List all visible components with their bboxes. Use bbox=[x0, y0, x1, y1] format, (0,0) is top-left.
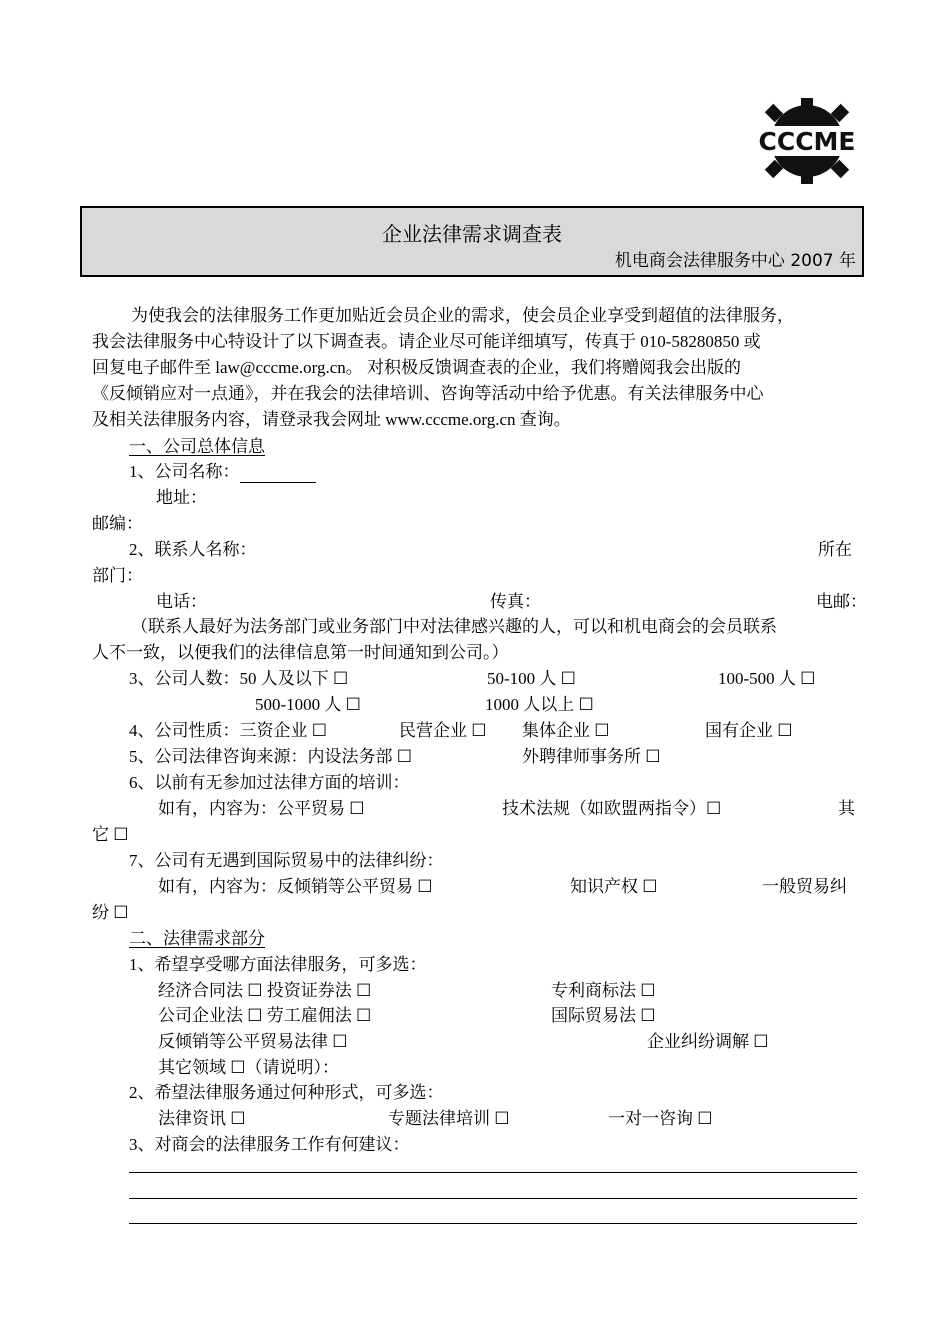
page-subtitle: 机电商会法律服务中心 2007 年 bbox=[614, 251, 856, 271]
service-option[interactable]: 国际贸易法 ☐ bbox=[551, 1006, 656, 1025]
contact-name-label: 2、联系人名称： bbox=[129, 540, 257, 559]
section-heading-1: 一、公司总体信息 bbox=[129, 437, 265, 457]
legal-source-option[interactable]: 5、公司法律咨询来源：内设法务部 ☐ bbox=[129, 747, 412, 766]
dispute-option[interactable]: 一般贸易纠 bbox=[762, 877, 847, 896]
postcode-label: 邮编： bbox=[92, 514, 143, 533]
service-option[interactable]: 反倾销等公平贸易法律 ☐ bbox=[158, 1032, 348, 1051]
service-option[interactable]: 经济合同法 ☐ 投资证券法 ☐ bbox=[158, 981, 372, 1000]
service-question: 1、希望享受哪方面法律服务，可多选： bbox=[129, 955, 427, 974]
contact-note: （联系人最好为法务部门或业务部门中对法律感兴趣的人，可以和机电商会的会员联系 bbox=[131, 617, 777, 636]
intro-line: 《反倾销应对一点通》，并在我会的法律培训、咨询等活动中给予优惠。有关法律服务中心 bbox=[92, 384, 764, 403]
dispute-option[interactable]: 如有，内容为：反倾销等公平贸易 ☐ bbox=[158, 877, 433, 896]
format-option[interactable]: 一对一咨询 ☐ bbox=[608, 1109, 713, 1128]
training-option[interactable]: 其 bbox=[838, 799, 855, 818]
company-type-option[interactable]: 民营企业 ☐ bbox=[399, 721, 487, 740]
training-option[interactable]: 如有，内容为：公平贸易 ☐ bbox=[158, 799, 365, 818]
format-question: 2、希望法律服务通过何种形式，可多选： bbox=[129, 1083, 444, 1102]
company-type-option[interactable]: 4、公司性质：三资企业 ☐ bbox=[129, 721, 327, 740]
department-label-b: 部门： bbox=[92, 566, 143, 585]
staff-size-option[interactable]: 500-1000 人 ☐ bbox=[255, 695, 361, 714]
company-name-label: 1、公司名称： bbox=[129, 461, 316, 483]
dispute-option[interactable]: 知识产权 ☐ bbox=[570, 877, 658, 896]
legal-source-option[interactable]: 外聘律师事务所 ☐ bbox=[522, 747, 661, 766]
training-question: 6、以前有无参加过法律方面的培训： bbox=[129, 773, 410, 792]
address-label: 地址： bbox=[156, 488, 207, 507]
training-option[interactable]: 技术法规（如欧盟两指令）☐ bbox=[502, 799, 722, 818]
company-type-option[interactable]: 国有企业 ☐ bbox=[705, 721, 793, 740]
service-option[interactable]: 公司企业法 ☐ 劳工雇佣法 ☐ bbox=[158, 1006, 372, 1025]
phone-label: 电话： bbox=[156, 592, 207, 611]
intro-line: 我会法律服务中心特设计了以下调查表。请企业尽可能详细填写，传真于 010-58280850 或 bbox=[92, 332, 761, 351]
title-box bbox=[80, 206, 864, 277]
intro-line: 为使我会的法律服务工作更加贴近会员企业的需求，使会员企业享受到超值的法律服务， bbox=[131, 306, 794, 325]
gear-logo-icon bbox=[752, 98, 862, 184]
service-option[interactable]: 专利商标法 ☐ bbox=[551, 981, 656, 1000]
page-title: 企业法律需求调查表 bbox=[382, 222, 562, 246]
cccme-logo bbox=[752, 98, 862, 184]
staff-size-option[interactable]: 50-100 人 ☐ bbox=[487, 669, 576, 688]
svg-text:CCCME: CCCME bbox=[758, 127, 856, 156]
suggestion-line[interactable] bbox=[129, 1223, 857, 1224]
suggestion-line[interactable] bbox=[129, 1172, 857, 1173]
intro-line: 及相关法律服务内容，请登录我会网址 www.cccme.org.cn 查询。 bbox=[92, 410, 571, 429]
suggestion-question: 3、对商会的法律服务工作有何建议： bbox=[129, 1135, 410, 1154]
dispute-option[interactable]: 纷 ☐ bbox=[92, 903, 129, 922]
section-heading-2: 二、法律需求部分 bbox=[129, 929, 265, 949]
email-label: 电邮： bbox=[816, 592, 867, 611]
service-option-other[interactable]: 其它领域 ☐（请说明）： bbox=[158, 1058, 339, 1077]
training-option[interactable]: 它 ☐ bbox=[92, 825, 129, 844]
dispute-question: 7、公司有无遇到国际贸易中的法律纠纷： bbox=[129, 851, 444, 870]
contact-note: 人不一致，以便我们的法律信息第一时间通知到公司。） bbox=[92, 643, 509, 662]
suggestion-line[interactable] bbox=[129, 1198, 857, 1199]
staff-size-option[interactable]: 100-500 人 ☐ bbox=[718, 669, 816, 688]
department-label-a: 所在 bbox=[818, 540, 852, 559]
format-option[interactable]: 法律资讯 ☐ bbox=[158, 1109, 246, 1128]
company-name-field[interactable] bbox=[240, 466, 316, 483]
staff-size-option[interactable]: 1000 人以上 ☐ bbox=[485, 695, 594, 714]
staff-size-option[interactable]: 3、公司人数：50 人及以下 ☐ bbox=[129, 669, 349, 688]
company-type-option[interactable]: 集体企业 ☐ bbox=[522, 721, 610, 740]
intro-line: 回复电子邮件至 law@cccme.org.cn。 对积极反馈调查表的企业，我们将赠阅我会出版的 bbox=[92, 358, 742, 377]
format-option[interactable]: 专题法律培训 ☐ bbox=[388, 1109, 510, 1128]
fax-label: 传真： bbox=[490, 592, 541, 611]
service-option[interactable]: 企业纠纷调解 ☐ bbox=[647, 1032, 769, 1051]
